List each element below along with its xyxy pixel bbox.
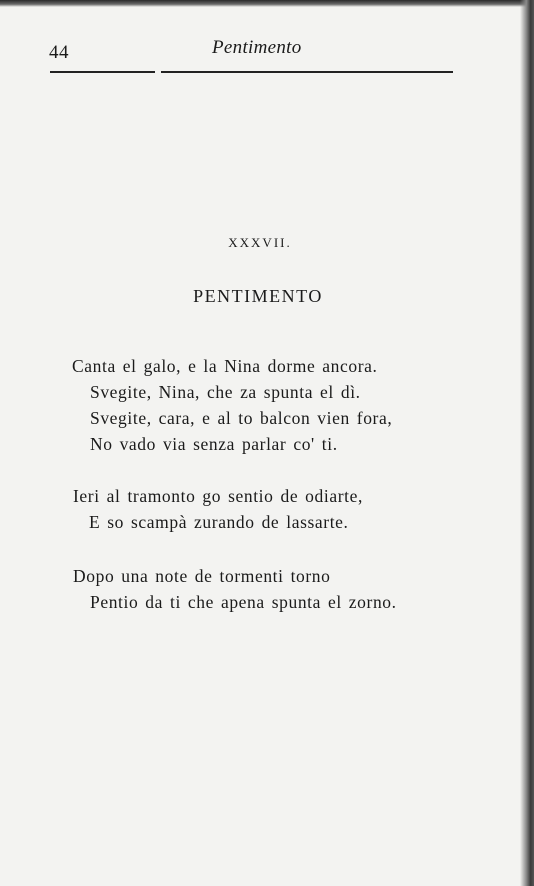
verse-line: E so scampà zurando de lassarte. — [89, 512, 349, 532]
verse-line: Pentio da ti che apena spunta el zorno. — [90, 592, 397, 612]
verse-line: Ieri al tramonto go sentio de odiarte, — [73, 486, 363, 506]
page-binding-shadow — [520, 0, 534, 886]
header-rule-left — [50, 71, 155, 73]
poem-number: XXXVII. — [228, 235, 292, 250]
verse-line: Svegite, cara, e al to balcon vien fora, — [90, 408, 393, 428]
verse-line: Canta el galo, e la Nina dorme ancora. — [72, 356, 378, 376]
running-head-title: Pentimento — [212, 37, 302, 58]
page-number: 44 — [49, 42, 69, 63]
verse-line: Dopo una note de tormenti torno — [73, 566, 331, 586]
header-rule-right — [161, 71, 453, 73]
poem-title: PENTIMENTO — [193, 286, 323, 306]
verse-line: Svegite, Nina, che za spunta el dì. — [90, 382, 361, 402]
page-top-edge-shadow — [0, 0, 534, 7]
verse-line: No vado via senza parlar co' ti. — [90, 434, 338, 454]
